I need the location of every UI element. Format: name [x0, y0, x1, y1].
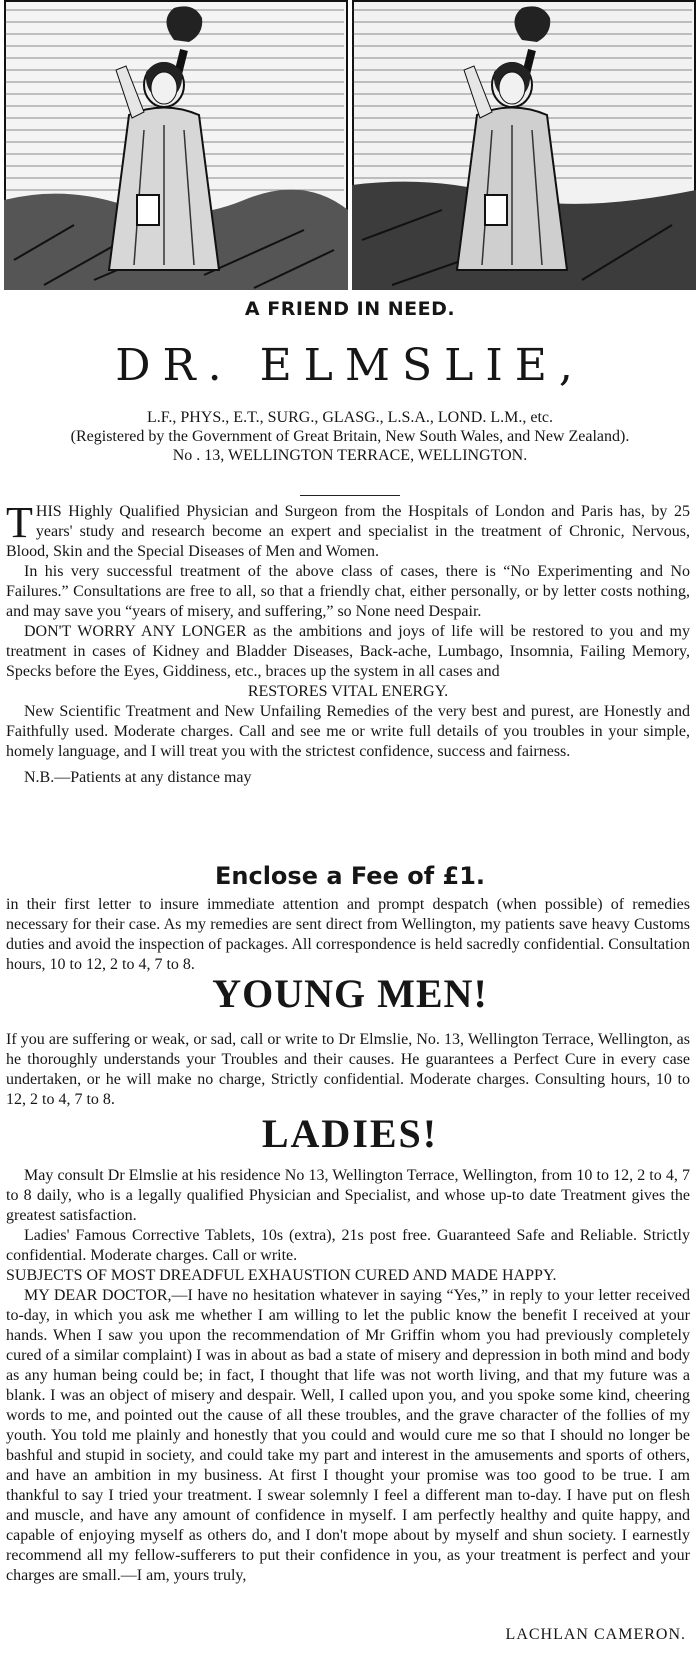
doctor-name-heading: DR. ELMSLIE,: [115, 340, 585, 391]
fee-paragraph: in their first letter to insure immediate attention and prompt despatch (when possible) of remedies necessary for their case. As my remedies are sent direct from Wellington, my patients save heavy Customs duties and avoid the inspection of packages. All correspondence is held sacredly confidential. Consultation hours, 10 to 12, 2 to 4, 7 to 8.: [6, 896, 690, 973]
ladies-section: [6, 1166, 690, 1586]
drop-cap: T: [6, 498, 33, 547]
dont-worry-paragraph: DON'T WORRY ANY LONGER as the ambitions and joys of life will be restored to you and my treatment in cases of Kidney and Bladder Diseases, Back-ache, Lumbago, Insomnia, Failing Memory, Specks before the Eyes, Giddiness, etc., braces up the system in all cases and: [6, 623, 690, 680]
signature: LACHLAN CAMERON.: [505, 1626, 686, 1643]
divider-rule: [300, 495, 400, 496]
lady-with-lamp-illustration-right: [352, 0, 696, 290]
qualifications-block: [24, 408, 676, 465]
treatment-paragraph: New Scientific Treatment and New Unfailing Remedies of the very best and purest, are Honestly and Faithfully used. Moderate charges. Call and see me or write full details of you troubles in your simple, homely language, and I will treat you with the strictest confidence, success and fairness.: [6, 703, 690, 760]
right-illustration: [352, 0, 696, 290]
registration: (Registered by the Government of Great Britain, New South Wales, and New Zealand).: [70, 428, 630, 445]
left-illustration: [4, 0, 348, 290]
qualifications: L.F., PHYS., E.T., SURG., GLASG., L.S.A., LOND. L.M., etc.: [147, 409, 553, 426]
intro-paragraph: THIS Highly Qualified Physician and Surgeon from the Hospitals of London and Paris has, by 25 years' study and research become an expert and specialist in the treatment of Chronic, Nervous, Blood, Skin and the Special Diseases of Men and Women.: [6, 498, 690, 560]
fee-heading: Enclose a Fee of £1.: [214, 862, 486, 890]
address: No . 13, WELLINGTON TERRACE, WELLINGTON.: [172, 447, 528, 464]
intro-section: [6, 498, 690, 788]
ladies-paragraph: May consult Dr Elmslie at his residence No 13, Wellington Terrace, Wellington, from 10 to 12, 2 to 4, 7 to 8 daily, who is a legally qualified Physician and Specialist, and whose up-to date Treatment gives the greatest satisfaction.: [6, 1167, 690, 1224]
tagline: A FRIEND IN NEED.: [244, 298, 456, 320]
young-men-heading: YOUNG MEN!: [212, 971, 488, 1016]
young-men-paragraph: If you are suffering or weak, or sad, call or write to Dr Elmslie, No. 13, Wellington Terrace, Wellington, as he thoroughly understands your Troubles and their causes. He guarantees a Perfect Cure in every case undertaken, or he will make no charge, Strictly confidential. Moderate charges. Consulting hours, 10 to 12, 2 to 4, 7 to 8.: [6, 1031, 690, 1108]
ladies-heading: LADIES!: [261, 1111, 439, 1156]
restores-vital-energy: RESTORES VITAL ENERGY.: [247, 683, 449, 700]
lady-with-lamp-illustration-left: [4, 0, 348, 290]
subjects-heading: SUBJECTS OF MOST DREADFUL EXHAUSTION CURED AND MADE HAPPY.: [6, 1267, 557, 1284]
testimonial-letter: MY DEAR DOCTOR,—I have no hesitation whatever in saying “Yes,” in reply to your letter received to-day, in which you ask me whether I am willing to let the public know the benefit I received at your hands. When I saw you upon the recommendation of Mr Griffin whom you had previously completely cured of a similar complaint) I was in about as bad a state of misery and depression in both mind and body as any human being could be; in fact, I thought that life was not worth living, and that my future was a blank. I was an object of misery and despair. Well, I called upon you, and you spoke some kind, cheering words to me, and pointed out the cause of all these troubles, and the grave character of the follies of my youth. You told me plainly and honestly that you could and would cure me so that I should no longer be bashful and stupid in society, and could take my part and interest in the amusements and sports of others, and have an ambition in my business. At first I thought your promise was too good to be true. I am thankful to say I tried your treatment. I swear solemnly I feel a different man to-day. I have put on flesh and muscle, and have any amount of confidence in myself. I am perfectly healthy and quite happy, and capable of enjoying myself as others do, and I don't mope about by myself and shun society. I earnestly recommend all my fellow-sufferers to put their confidence in you, as your treatment is perfect and your charges are small.—I am, yours truly,: [6, 1287, 690, 1584]
experimenting-paragraph: In his very successful treatment of the above class of cases, there is “No Experimenting and No Failures.” Consultations are free to all, so that a friendly chat, either personally, or by letter costs nothing, and may save you “years of misery, and suffering,” so None need Despair.: [6, 563, 690, 620]
tablets-paragraph: Ladies' Famous Corrective Tablets, 10s (extra), 21s post free. Guaranteed Safe and Reliable. Strictly confidential. Moderate charges. Call or write.: [6, 1227, 690, 1264]
nb-note: N.B.—Patients at any distance may: [24, 769, 252, 786]
